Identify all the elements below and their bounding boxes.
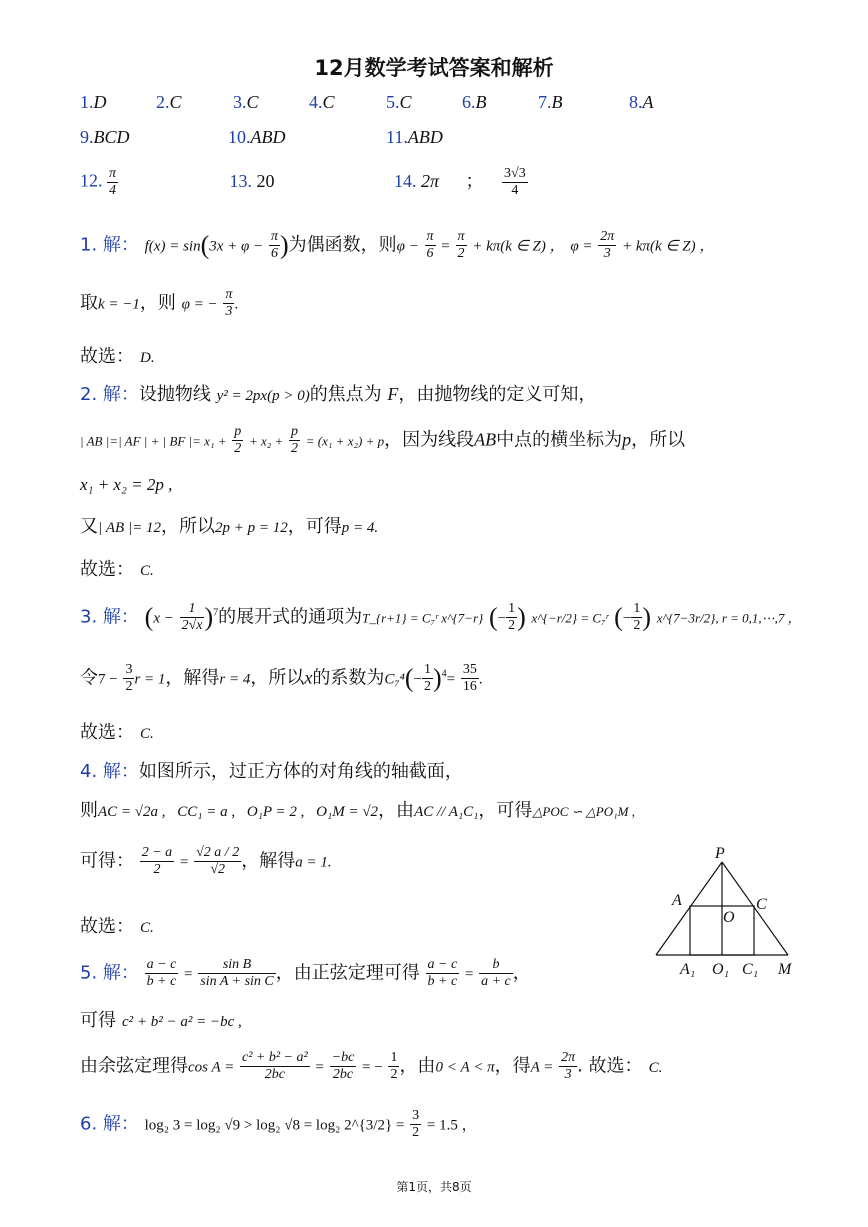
answer-3 (233, 92, 309, 113)
answer-value: B (551, 92, 563, 112)
answer-number: 5. (386, 92, 400, 112)
answer-1 (80, 92, 156, 113)
answer-number: 8. (629, 92, 643, 112)
answer-number: 3. (233, 92, 247, 112)
label-P: P (715, 845, 725, 862)
answer-value: A (642, 92, 654, 112)
answer-number: 1. (80, 92, 94, 112)
answer-value: ABD (407, 127, 443, 147)
solution-4-line-3: 可得： $\frac{2 - a}{2}$ = $\frac{√2 a / 2}{√2}$ ，解得a = 1. (80, 845, 332, 877)
solution-2-line-2: | AB |=| AF | + | BF |= x₁ + $\frac{p}{2}$ + x₂ + $\frac{p}{2}$ = (x₁ + x₂) + p，因为线段AB中点的横坐标为p，所以 (80, 424, 686, 456)
answer-8 (629, 92, 669, 113)
answer-value: B (475, 92, 487, 112)
solution-5-line-2: 可得 c² + b² − a² = −bc , (80, 1010, 242, 1031)
solution-2-choose: 故选： C. (80, 559, 154, 580)
solution-3-line-1: 3. 解： (x − $\frac{1}{2√x}$ )$^7$的展开式的通项为T_{r+1} = C₇ʳ x^{7−r} (− $\frac{1}{2}$ ) x^{−r/2} = C₇ʳ (− $\frac{1}{2}$ ) x^{7−3r/2}, r = 0,1,⋯,7 ， (80, 601, 801, 633)
answer-value: D (93, 92, 107, 112)
solution-1-line-2: 取k = −1，则 φ = − $\frac{\pi}{3}$ . (80, 287, 239, 319)
answer-4 (309, 92, 386, 113)
answer-6 (462, 92, 538, 113)
label-C: C (756, 896, 767, 913)
answer-value: C (246, 92, 259, 112)
answer-value: BCD (93, 127, 130, 147)
answer-10 (228, 127, 386, 148)
answer-value: C (169, 92, 182, 112)
solution-3-choose: 故选： C. (80, 722, 154, 743)
label-O1: O₁ (712, 961, 730, 978)
answer-11 (386, 127, 506, 148)
answer-number: 4. (309, 92, 323, 112)
answer-value: ABD (250, 127, 286, 147)
answer-value: C (322, 92, 335, 112)
page-footer: 第1页，共8页 (396, 1180, 472, 1194)
answer-13: 13. 20 (229, 170, 275, 191)
answer-number: 9. (80, 127, 94, 147)
line-PA1 (656, 862, 722, 955)
solution-3-line-2: 令7 − $\frac{3}{2}$ r = 1，解得r = 4，所以x的系数为C₇⁴(− $\frac{1}{2}$ )$^4$= $\frac{35}{16}$ . (80, 662, 483, 694)
label-A1: A₁ (680, 961, 696, 978)
answer-number: 7. (538, 92, 552, 112)
answer-number: 2. (156, 92, 170, 112)
page-title: 12月数学考试答案和解析 (314, 56, 554, 80)
answers-row-2 (80, 127, 506, 148)
answer-7 (538, 92, 629, 113)
label-A: A (672, 892, 682, 909)
answers-row-1 (80, 92, 669, 113)
answer-9 (80, 127, 228, 148)
answer-value: C (399, 92, 412, 112)
solution-2-line-1: 2. 解：设抛物线 y² = 2px(p > 0)的焦点为 F，由抛物线的定义可知， (80, 384, 597, 405)
label-O: O (723, 909, 735, 926)
answer-number: 10. (228, 127, 251, 147)
solution-4-line-1: 4. 解：如图所示，过正方体的对角线的轴截面， (80, 761, 463, 782)
solution-1-choose: 故选： D. (80, 346, 155, 367)
answers-row-3 (80, 166, 528, 199)
cube-cross-section-figure (650, 842, 810, 982)
answer-12: 12. $\frac{\pi}{4}$ (80, 166, 117, 198)
answer-5 (386, 92, 462, 113)
answer-2 (156, 92, 233, 113)
answer-number: 11. (386, 127, 408, 147)
solution-2-line-4: 又| AB |= 12，所以2p + p = 12，可得p = 4. (80, 516, 379, 537)
solution-4-choose: 故选： C. (80, 916, 154, 937)
answer-number: 6. (462, 92, 476, 112)
label-M: M (778, 961, 792, 978)
answer-14: 14. 2π ； $\frac{3√3}{4}$ (394, 166, 526, 198)
solution-5-line-1: 5. 解： $\frac{a - c}{b + c}$ = $\frac{\text{sin B}}{\text{sin A + sin C}}$ ，由正弦定理可得 $\frac{a - c}{b + c}$ = $\frac{b}{a + c}$ ， (80, 957, 531, 989)
solution-4-line-2: 则AC = √2a , CC₁ = a , O₁P = 2 , O₁M = √2，由AC // A₁C₁，可得△POC ∽ △PO₁M , (80, 800, 635, 821)
solution-1-line-1: 1. 解： f(x) = sin(3x + φ − $\frac{\pi}{6}$ )为偶函数，则φ − $\frac{\pi}{6}$ = $\frac{\pi}{2}$ + kπ(k ∈ Z) ， φ = $\frac{2\pi}{3}$ + kπ(k ∈ Z) ， (80, 229, 715, 261)
solution-2-line-3: x₁ + x₂ = 2p , (80, 475, 173, 494)
solution-5-line-3: 由余弦定理得cos A = $\frac{\text{c² + b² − a²}}{2bc}$ = $\frac{-bc}{2bc}$ = − $\frac{1}{2}$ ，由0 < A < π，得A = $\frac{2\pi}{3}$ . 故选： C. (80, 1050, 663, 1082)
solution-6-line-1: 6. 解： log₂ 3 = log₂ √9 > log₂ √8 = log₂ 2^{3/2} = $\frac{3}{2}$ = 1.5 ， (80, 1108, 477, 1140)
label-C1: C₁ (742, 961, 759, 978)
